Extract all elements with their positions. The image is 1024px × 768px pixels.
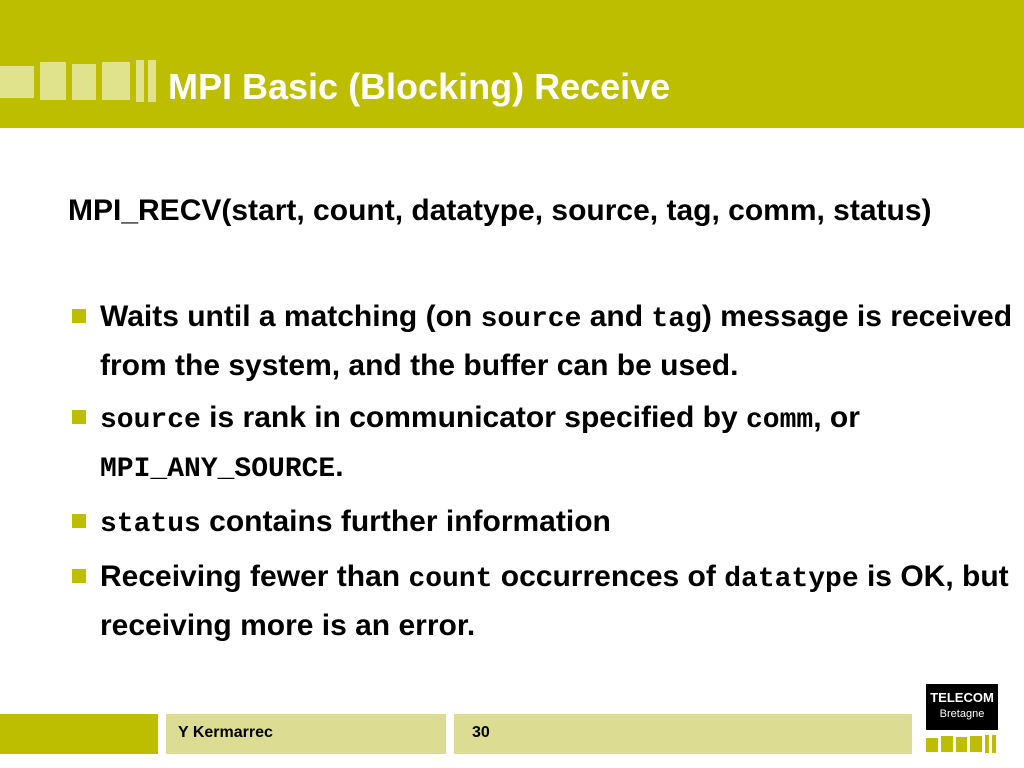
logo-line1: TELECOM xyxy=(930,690,994,705)
slide-title: MPI Basic (Blocking) Receive xyxy=(168,66,671,107)
code-term: MPI_ANY_SOURCE xyxy=(100,454,336,485)
page-number: 30 xyxy=(472,724,490,741)
bullet-text: is OK, but receiving more is an error. xyxy=(100,560,1009,642)
bullet-item xyxy=(68,294,1018,389)
code-term: source xyxy=(480,304,582,335)
footer-author: Y Kermarrec xyxy=(178,724,273,741)
bullet-square-icon xyxy=(72,309,86,323)
bullet-text: Waits until a matching (on xyxy=(100,300,481,333)
bullet-item xyxy=(68,554,1018,649)
bullet-text: and xyxy=(581,300,652,333)
header-logo-strip xyxy=(0,58,160,104)
footer-bar-page xyxy=(454,714,912,754)
bullet-square-icon xyxy=(72,514,86,528)
bullet-text: is rank in communicator specified by xyxy=(200,401,746,434)
bullet-text: . xyxy=(335,450,344,483)
code-term: status xyxy=(100,509,201,540)
bullet-text: contains further information xyxy=(200,505,611,538)
logo-box xyxy=(926,684,998,730)
logo-line2: Bretagne xyxy=(939,708,985,720)
bullet-item xyxy=(68,395,1018,493)
telecom-bretagne-logo xyxy=(926,684,998,756)
title-bar xyxy=(0,0,1024,128)
code-term: source xyxy=(100,405,201,436)
bullet-list xyxy=(68,294,1018,649)
bullet-square-icon xyxy=(72,569,86,583)
code-term: datatype xyxy=(724,564,859,595)
bullet-text: occurrences of xyxy=(492,560,725,593)
function-signature: MPI_RECV(start, count, datatype, source, tag, comm, status) xyxy=(68,194,932,227)
bullet-text: , or xyxy=(813,401,860,434)
code-term: comm xyxy=(745,405,814,436)
bullet-item xyxy=(68,499,1018,548)
code-term: count xyxy=(408,564,493,595)
code-term: tag xyxy=(651,304,702,335)
slide-body xyxy=(68,188,1018,655)
footer-bar-left xyxy=(0,714,158,754)
logo-glyph-strip xyxy=(926,734,998,754)
bullet-square-icon xyxy=(72,410,86,424)
bullet-text: ) message is received from the system, and the buffer can be used. xyxy=(100,300,1013,382)
bullet-text: Receiving fewer than xyxy=(100,560,409,593)
